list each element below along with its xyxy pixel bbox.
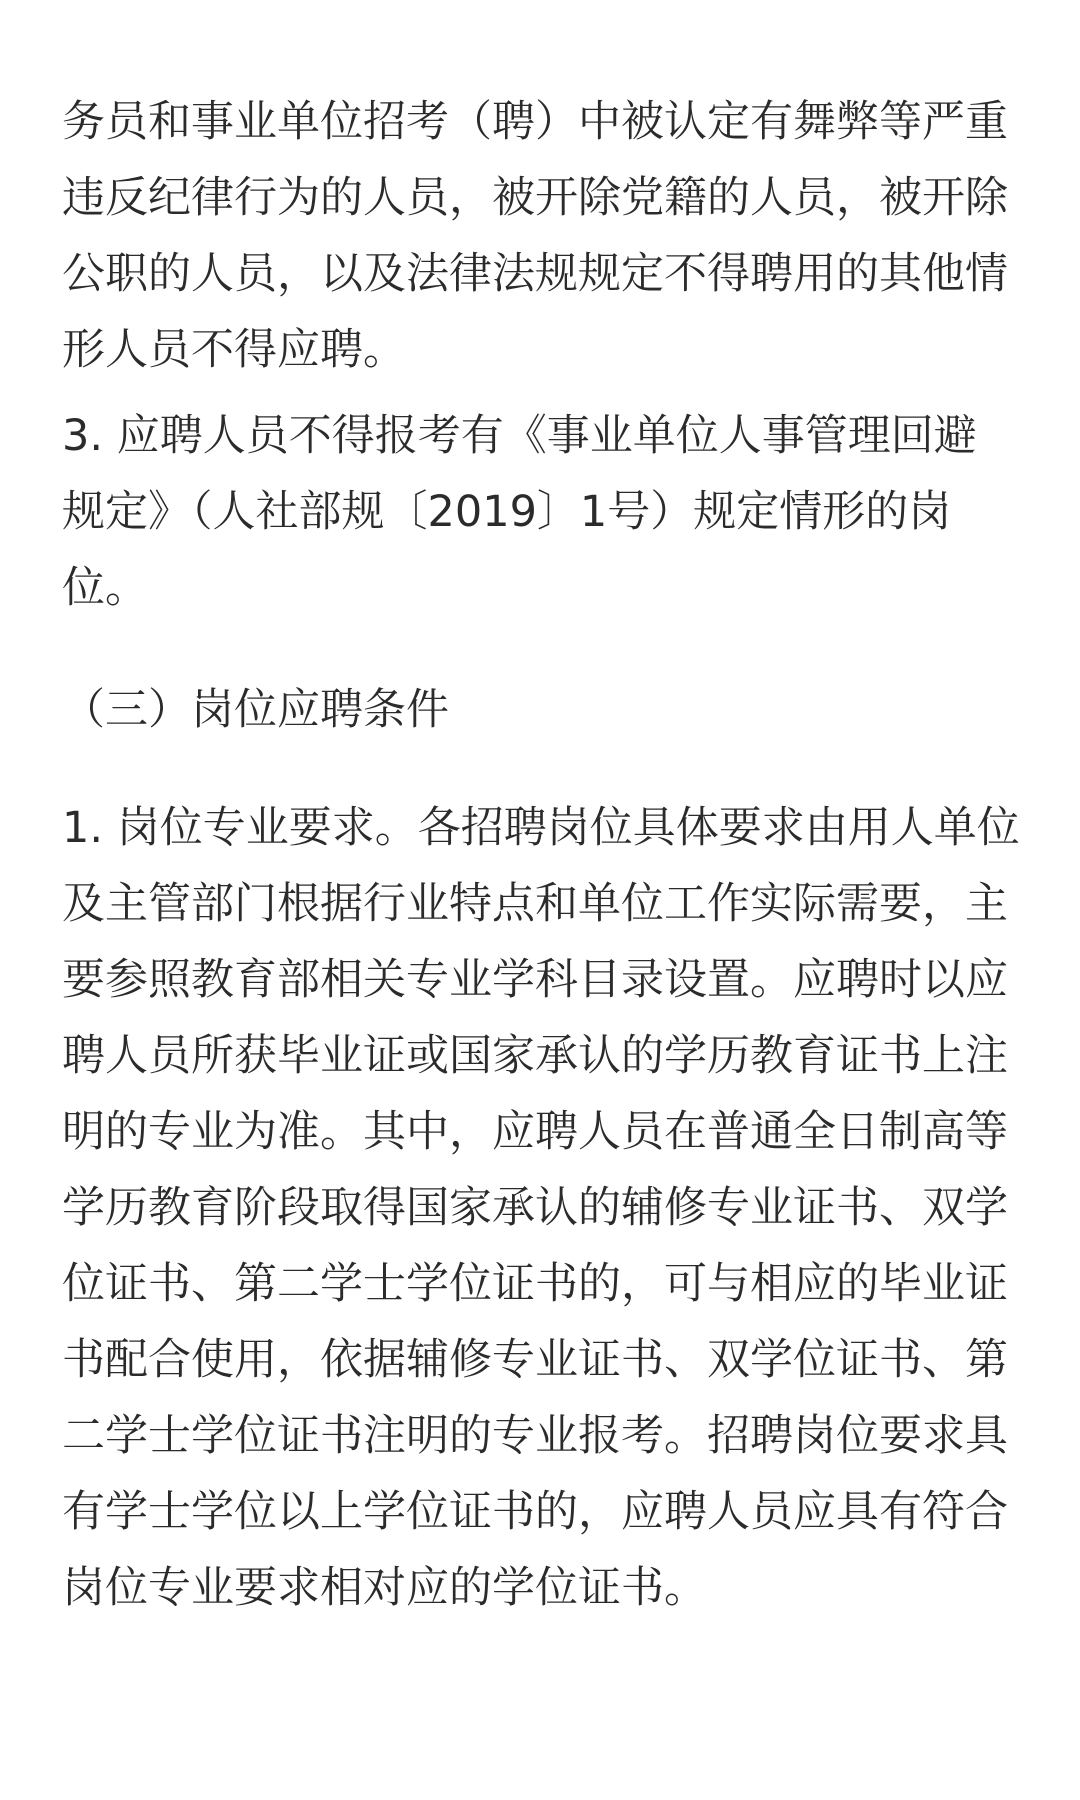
text-line: 3. 应聘人员不得报考有《事业单位人事管理回避 xyxy=(62,411,977,461)
paragraph-spacer xyxy=(62,388,1022,398)
text-line: 位。 xyxy=(62,563,148,613)
text-line: 1. 岗位专业要求。各招聘岗位具体要求由用人单位 xyxy=(62,803,1020,853)
text-line: 聘人员所获毕业证或国家承认的学历教育证书上注 xyxy=(62,1031,1008,1081)
text-line: 书配合使用，依据辅修专业证书、双学位证书、第 xyxy=(62,1335,1008,1385)
text-line: 位证书、第二学士学位证书的，可与相应的毕业证 xyxy=(62,1259,1008,1309)
text-line: 及主管部门根据行业特点和单位工作实际需要，主 xyxy=(62,879,1008,929)
text-line: 有学士学位以上学位证书的，应聘人员应具有符合 xyxy=(62,1487,1008,1537)
text-line: 公职的人员，以及法律法规规定不得聘用的其他情 xyxy=(62,249,1008,299)
text-line: 要参照教育部相关专业学科目录设置。应聘时以应 xyxy=(62,955,1008,1005)
paragraph-avoidance-rule xyxy=(62,398,1022,626)
paragraph-major-requirements xyxy=(62,790,1022,1626)
text-line: 岗位专业要求相对应的学位证书。 xyxy=(62,1563,707,1613)
text-line: 规定》（人社部规〔2019〕1号）规定情形的岗 xyxy=(62,487,952,537)
text-line: 二学士学位证书注明的专业报考。招聘岗位要求具 xyxy=(62,1411,1008,1461)
text-line: 务员和事业单位招考（聘）中被认定有舞弊等严重 xyxy=(62,97,1008,147)
section-heading: （三）岗位应聘条件 xyxy=(62,685,449,735)
text-line: 学历教育阶段取得国家承认的辅修专业证书、双学 xyxy=(62,1183,1008,1233)
paragraph-disqualification xyxy=(62,84,1022,388)
text-line: 形人员不得应聘。 xyxy=(62,325,406,375)
paragraph-spacer xyxy=(62,748,1022,790)
article-body xyxy=(62,84,1022,1626)
text-line: 明的专业为准。其中，应聘人员在普通全日制高等 xyxy=(62,1107,1008,1157)
text-line: 违反纪律行为的人员，被开除党籍的人员，被开除 xyxy=(62,173,1008,223)
paragraph-spacer xyxy=(62,626,1022,672)
